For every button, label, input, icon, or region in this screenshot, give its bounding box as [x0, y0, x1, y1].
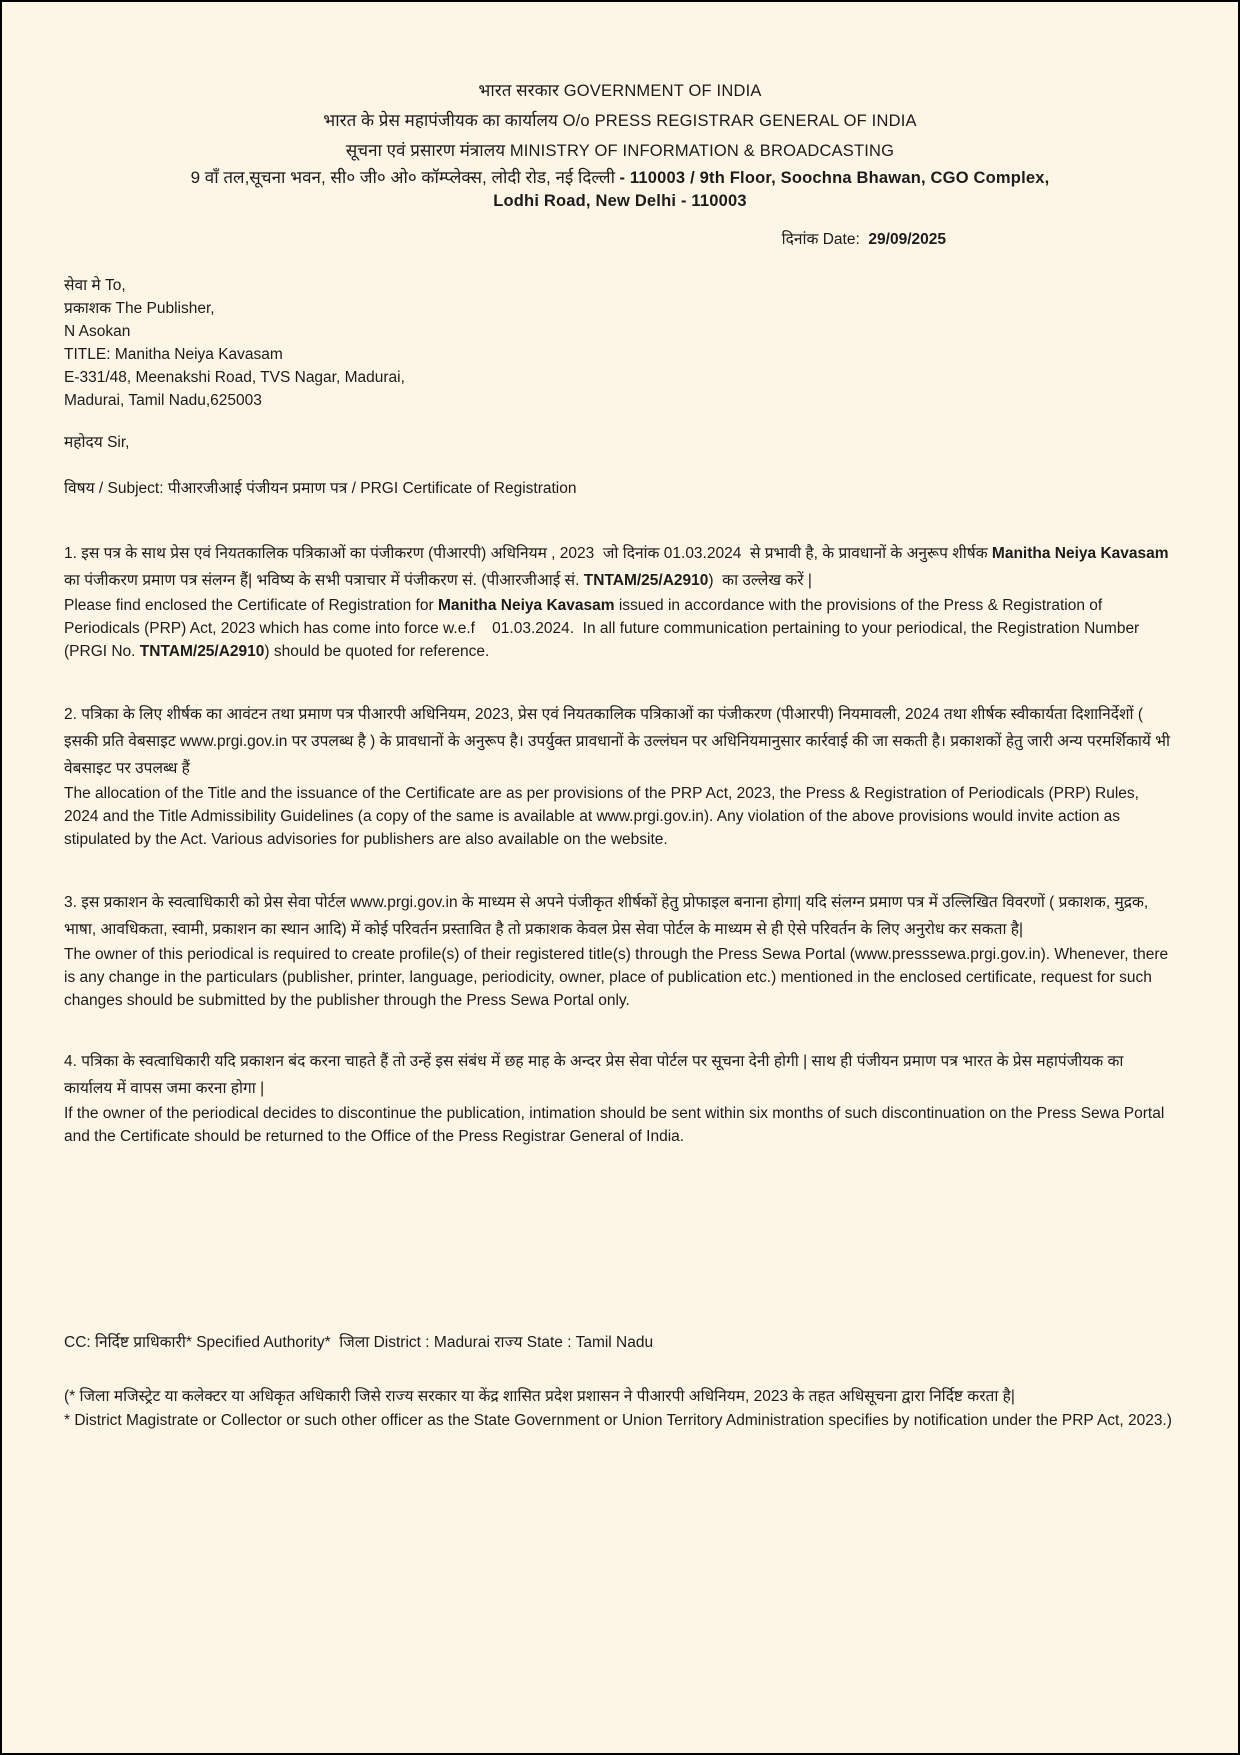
paragraph-1-english	[64, 594, 1176, 663]
letterhead-address	[180, 166, 1060, 213]
recipient-address-line1: E-331/48, Meenakshi Road, TVS Nagar, Madurai,	[64, 369, 405, 386]
govt-of-india-hindi: भारत सरकार	[478, 81, 559, 100]
salutation-hindi: महोदय	[64, 434, 103, 451]
letter-content	[2, 2, 1238, 1432]
footnote-english: * District Magistrate or Collector or such other officer as the State Government or Union Territory Administration specifies by notification under the PRP Act, 2023.)	[64, 1412, 1172, 1429]
ministry-english: MINISTRY OF INFORMATION & BROADCASTING	[509, 142, 895, 160]
subject-label-english: Subject:	[107, 480, 164, 497]
cc-row	[64, 1330, 1176, 1352]
cc-specified-authority-english: Specified Authority*	[196, 1334, 331, 1351]
p1-english-text-2: issued in accordance with the provisions of the Press & Registration of Periodicals (PRP) Act, 2023 which has come into force w.e.f 01.03.2024. In all future communication pertaining to your periodical, the Registration Number (PRGI No.	[64, 597, 1144, 660]
paragraph-4-english: If the owner of the periodical decides to discontinue the publication, intimation should be sent within six months of such discontinuation on the Press Sewa Portal and the Certificate should be returned to the Office of the Press Registrar General of India.	[64, 1105, 1169, 1145]
press-registrar-english: O/o PRESS REGISTRAR GENERAL OF INDIA	[562, 112, 917, 130]
p1-english-text-1: Please find enclosed the Certificate of Registration for	[64, 597, 438, 614]
p1-english-text-3: ) should be quoted for reference.	[264, 643, 490, 660]
salutation-english: Sir,	[107, 434, 130, 451]
p1-hindi-text-2: का पंजीकरण प्रमाण पत्र संलग्न हैं| भविष्य के सभी पत्राचार में पंजीकरण सं. (पीआरजीआई सं.	[64, 545, 1173, 589]
letterhead-line-office	[64, 106, 1176, 136]
footnote-hindi: (* जिला मजिस्ट्रेट या कलेक्टर या अधिकृत अधिकारी जिसे राज्य सरकार या केंद्र शासित प्रदेश प्रशासन ने पीआरपी अधिनियम, 2023 के तहत अधिसूचना द्वारा निर्दिष्ट करता है|	[64, 1388, 1015, 1405]
footnote	[64, 1384, 1176, 1432]
recipient-address-line2: Madurai, Tamil Nadu,625003	[64, 392, 262, 409]
ministry-hindi: सूचना एवं प्रसारण मंत्रालय	[345, 141, 506, 160]
date-label-english: Date:	[822, 231, 860, 248]
paragraph-3	[64, 889, 1176, 1012]
subject-value-hindi: पीआरजीआई पंजीयन प्रमाण पत्र /	[167, 480, 356, 497]
cc-specified-authority-hindi: CC: निर्दिष्ट प्राधिकारी*	[64, 1334, 192, 1351]
salutation	[64, 430, 1176, 452]
recipient-publisher-line	[64, 298, 1176, 320]
letterhead	[64, 2, 1176, 213]
p1-hindi-regno-bold: TNTAM/25/A2910	[583, 572, 709, 589]
recipient-to-line	[64, 275, 1176, 297]
paragraph-2-hindi: 2. पत्रिका के लिए शीर्षक का आवंटन तथा प्रमाण पत्र पीआरपी अधिनियम, 2023, प्रेस एवं नियतकालिक पत्रिकाओं का पंजीकरण (पीआरपी) नियमावली, 2024 तथा शीर्षक स्वीकार्यता दिशानिर्देशों ( इसकी प्रति वेबसाइट www.prgi.gov.in पर उपलब्ध है ) के प्रावधानों के अनुरूप है। उपर्युक्त प्रावधानों के उल्लंघन पर अधिनियमानुसार कार्रवाई की जा सकती है। प्रकाशकों हेतु जारी अन्य परमर्शिकायें भी वेबसाइट पर उपलब्ध हैं	[64, 706, 1175, 777]
recipient-name: N Asokan	[64, 323, 131, 340]
date-label-hindi: दिनांक	[781, 231, 819, 248]
date-row	[64, 227, 1176, 249]
subject-row	[64, 476, 1176, 498]
cc-district-value: Madurai	[433, 1334, 490, 1351]
paragraph-1-hindi	[64, 540, 1176, 594]
govt-of-india-english: GOVERNMENT OF INDIA	[563, 82, 762, 100]
paragraph-2	[64, 701, 1176, 851]
paragraph-2-english: The allocation of the Title and the issuance of the Certificate are as per provisions of the PRP Act, 2023, the Press & Registration of Periodicals (PRP) Rules, 2024 and the Title Admissibility Guidelines (a copy of the same is available at www.prgi.gov.in). Any violation of the above provisions would invite action as stipulated by the Act. Various advisories for publishers are also available on the website.	[64, 785, 1144, 848]
press-registrar-hindi: भारत के प्रेस महापंजीयक का कार्यालय	[323, 111, 558, 130]
letterhead-line-govt	[64, 76, 1176, 106]
to-label-english: To,	[105, 277, 126, 294]
date-value: 29/09/2025	[868, 231, 946, 248]
publisher-label-english: The Publisher,	[115, 300, 215, 317]
paragraph-3-english: The owner of this periodical is required to create profile(s) of their registered title(s) through the Press Sewa Portal (www.presssewa.prgi.gov.in). Whenever, there is any change in the particulars (publisher, printer, language, periodicity, owner, place of publication etc.) mentioned in the enclosed certificate, request for such changes should be submitted by the publisher through the Press Sewa Portal only.	[64, 946, 1173, 1009]
p1-hindi-title-bold: Manitha Neiya Kavasam	[991, 545, 1169, 562]
subject-value-english: PRGI Certificate of Registration	[360, 480, 577, 497]
publisher-label-hindi: प्रकाशक	[64, 300, 112, 317]
p1-english-title-bold: Manitha Neiya Kavasam	[437, 597, 615, 614]
to-label-hindi: सेवा मे	[64, 277, 101, 294]
paragraph-1	[64, 540, 1176, 663]
paragraph-3-hindi: 3. इस प्रकाशन के स्वत्वाधिकारी को प्रेस सेवा पोर्टल www.prgi.gov.in के माध्यम से अपने पंजीकृत शीर्षकों हेतु प्रोफाइल बनाना होगा| यदि संलग्न प्रमाण पत्र में उल्लिखित विवरणों ( प्रकाशक, मुद्रक, भाषा, आवधिकता, स्वामी, प्रकाशन का स्थान आदि) में कोई परिवर्तन प्रस्तावित है तो प्रकाशक केवल प्रेस सेवा पोर्टल के माध्यम से ही ऐसे परिवर्तन के लिए अनुरोध कर सकता है|	[64, 894, 1153, 938]
cc-district-label: जिला District :	[339, 1334, 430, 1351]
office-address-hindi: 9 वाँ तल,सूचना भवन, सी० जी० ओ० कॉम्प्लेक्स, लोदी रोड, नई दिल्ली	[190, 168, 615, 187]
recipient-block	[64, 275, 1176, 412]
recipient-title-line: TITLE: Manitha Neiya Kavasam	[64, 346, 283, 363]
p1-english-regno-bold: TNTAM/25/A2910	[139, 643, 265, 660]
paragraph-4	[64, 1048, 1176, 1148]
subject-label-hindi: विषय /	[64, 480, 104, 497]
cc-state-label: राज्य State :	[494, 1334, 572, 1351]
office-address-english: - 110003 / 9th Floor, Soochna Bhawan, CGO Complex, Lodhi Road, New Delhi - 110003	[493, 169, 1050, 210]
paragraph-4-hindi: 4. पत्रिका के स्वत्वाधिकारी यदि प्रकाशन बंद करना चाहते हैं तो उन्हें इस संबंध में छह माह के अन्दर प्रेस सेवा पोर्टल पर सूचना देनी होगी | साथ ही पंजीयन प्रमाण पत्र भारत के प्रेस महापंजीयक का कार्यालय में वापस जमा करना होगा |	[64, 1053, 1128, 1097]
cc-state-value: Tamil Nadu	[575, 1334, 654, 1351]
p1-hindi-text-3: ) का उल्लेख करें |	[708, 572, 812, 589]
letterhead-line-ministry	[64, 136, 1176, 166]
p1-hindi-text-1: 1. इस पत्र के साथ प्रेस एवं नियतकालिक पत्रिकाओं का पंजीकरण (पीआरपी) अधिनियम , 2023 जो दिनांक 01.03.2024 से प्रभावी है, के प्रावधानों के अनुरूप शीर्षक	[64, 545, 992, 562]
